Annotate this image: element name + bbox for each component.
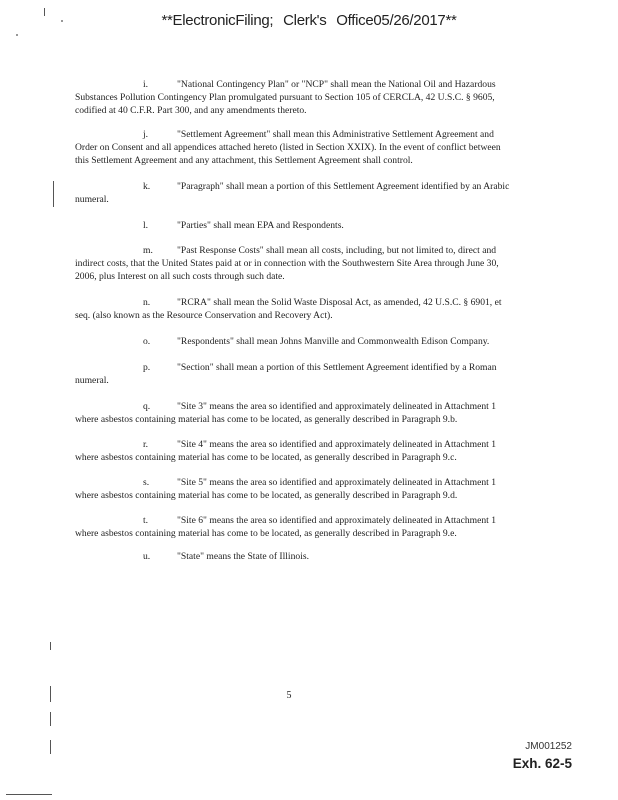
definition-letter: n.: [143, 297, 151, 308]
definition-text: "RCRA" shall mean the Solid Waste Disposal Act, as amended, 42 U.S.C. § 6901, et seq. (also known as the Resource Conservation and Recovery Act).: [75, 297, 502, 321]
definition-letter: i.: [143, 79, 149, 90]
definition-item: [75, 219, 510, 232]
definition-text: "Site 3" means the area so identified and approximately delineated in Attachment 1 where asbestos containing material has come to be located, as generally described in Paragraph 9.b.: [75, 401, 496, 425]
definition-item: [75, 335, 510, 348]
definition-item: [75, 514, 510, 540]
definition-letter: k.: [143, 181, 151, 192]
definition-letter: t.: [143, 515, 149, 526]
definition-item: [75, 296, 510, 322]
electronic-filing-header: **ElectronicFiling; Clerk's Office05/26/2017**: [161, 12, 457, 29]
definition-text: "Site 5" means the area so identified and approximately delineated in Attachment 1 where asbestos containing material has come to be located, as generally described in Paragraph 9.d.: [75, 477, 496, 501]
definition-item: [75, 438, 510, 464]
definition-letter: l.: [143, 220, 149, 231]
scan-speck: [61, 20, 63, 22]
definition-text: "Paragraph" shall mean a portion of this Settlement Agreement identified by an Arabic numeral.: [75, 181, 510, 205]
definition-item: [75, 78, 510, 117]
definition-letter: p.: [143, 362, 151, 373]
page-number: 5: [286, 690, 292, 701]
scan-mark: [50, 712, 51, 726]
scan-mark: [44, 8, 45, 16]
definition-letter: j.: [143, 129, 149, 140]
definition-letter: s.: [143, 477, 150, 488]
definition-item: [75, 400, 510, 426]
definition-item: [75, 550, 510, 563]
definition-letter: q.: [143, 401, 151, 412]
definition-text: "Settlement Agreement" shall mean this Administrative Settlement Agreement and Order on Consent and all appendices attached hereto (listed in Section XXIX). In the event of conflict between this Settlement Agreement and any attachment, this Settlement Agreement shall control.: [75, 129, 501, 166]
definition-text: "Section" shall mean a portion of this Settlement Agreement identified by a Roman numeral.: [75, 362, 497, 386]
definition-text: "Site 4" means the area so identified and approximately delineated in Attachment 1 where asbestos containing material has come to be located, as generally described in Paragraph 9.c.: [75, 439, 496, 463]
definition-item: [75, 244, 510, 283]
definition-text: "Parties" shall mean EPA and Respondents.: [177, 220, 344, 231]
scan-mark: [53, 181, 54, 207]
definition-text: "Site 6" means the area so identified and approximately delineated in Attachment 1 where asbestos containing material has come to be located, as generally described in Paragraph 9.e.: [75, 515, 496, 539]
definition-item: [75, 361, 510, 387]
definition-text: "State" means the State of Illinois.: [177, 551, 309, 562]
scan-mark: [6, 794, 52, 795]
definition-text: "Respondents" shall mean Johns Manville and Commonwealth Edison Company.: [177, 336, 490, 347]
definition-item: [75, 128, 510, 167]
definition-text: "National Contingency Plan" or "NCP" shall mean the National Oil and Hazardous Substances Pollution Contingency Plan promulgated pursuant to Section 105 of CERCLA, 42 U.S.C. § 9605, codified at 40 C.F.R. Part 300, and any amendments thereto.: [75, 79, 496, 116]
scan-mark: [50, 740, 51, 754]
definition-letter: m.: [143, 245, 153, 256]
definition-letter: r.: [143, 439, 149, 450]
exhibit-label: Exh. 62-5: [512, 756, 572, 771]
definition-item: [75, 180, 510, 206]
definition-item: [75, 476, 510, 502]
definition-letter: o.: [143, 336, 151, 347]
bates-number: JM001252: [525, 741, 572, 752]
definition-text: "Past Response Costs" shall mean all costs, including, but not limited to, direct and indirect costs, that the United States paid at or in connection with the Southwestern Site Area through June 30, 2006, plus Interest on all such costs through such date.: [75, 245, 499, 282]
scan-mark: [50, 642, 51, 650]
definitions-list: [75, 78, 510, 563]
scan-speck: [16, 34, 18, 36]
definition-letter: u.: [143, 551, 151, 562]
